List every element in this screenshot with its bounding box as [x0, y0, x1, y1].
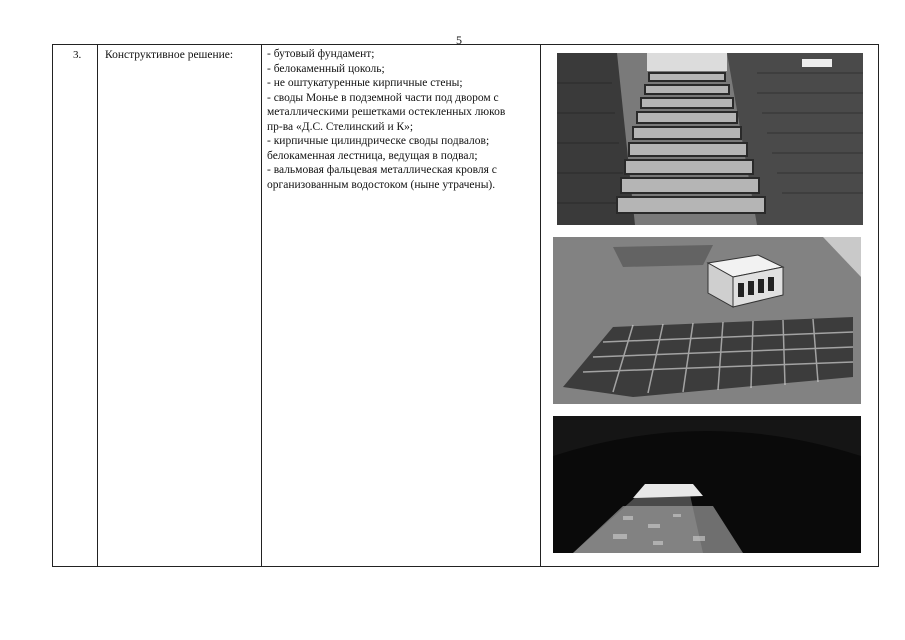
description-line: - своды Монье в подземной части под двором с [267, 91, 499, 104]
description-line: металлическими решетками остекленных люков [267, 106, 506, 118]
column-divider [261, 45, 262, 566]
description-line: организованным водостоком (ныне утрачены). [267, 178, 496, 191]
construction-table [52, 44, 879, 567]
vault-photo [553, 416, 861, 553]
column-divider [97, 45, 98, 566]
description-line: - белокаменный цоколь; [267, 62, 385, 75]
column-divider [540, 45, 541, 566]
page-number: 5 [456, 33, 462, 47]
description-line: - бутовый фундамент; [267, 48, 375, 60]
description-line: - не оштукатуренные кирпичные стены; [267, 77, 463, 89]
description-line: пр-ва «Д.С. Стелинский и К»; [267, 120, 414, 133]
description-line: - вальмовая фальцевая металлическая кровля с [267, 164, 497, 176]
row-description [267, 47, 539, 192]
row-number: 3. [73, 49, 82, 61]
description-line: белокаменная лестница, ведущая в подвал; [267, 149, 478, 162]
description-line: - кирпичные цилиндрическе своды подвалов; [267, 135, 490, 147]
grates-photo [553, 237, 861, 404]
stairs-photo [557, 53, 863, 225]
row-label: Конструктивное решение: [105, 49, 234, 61]
